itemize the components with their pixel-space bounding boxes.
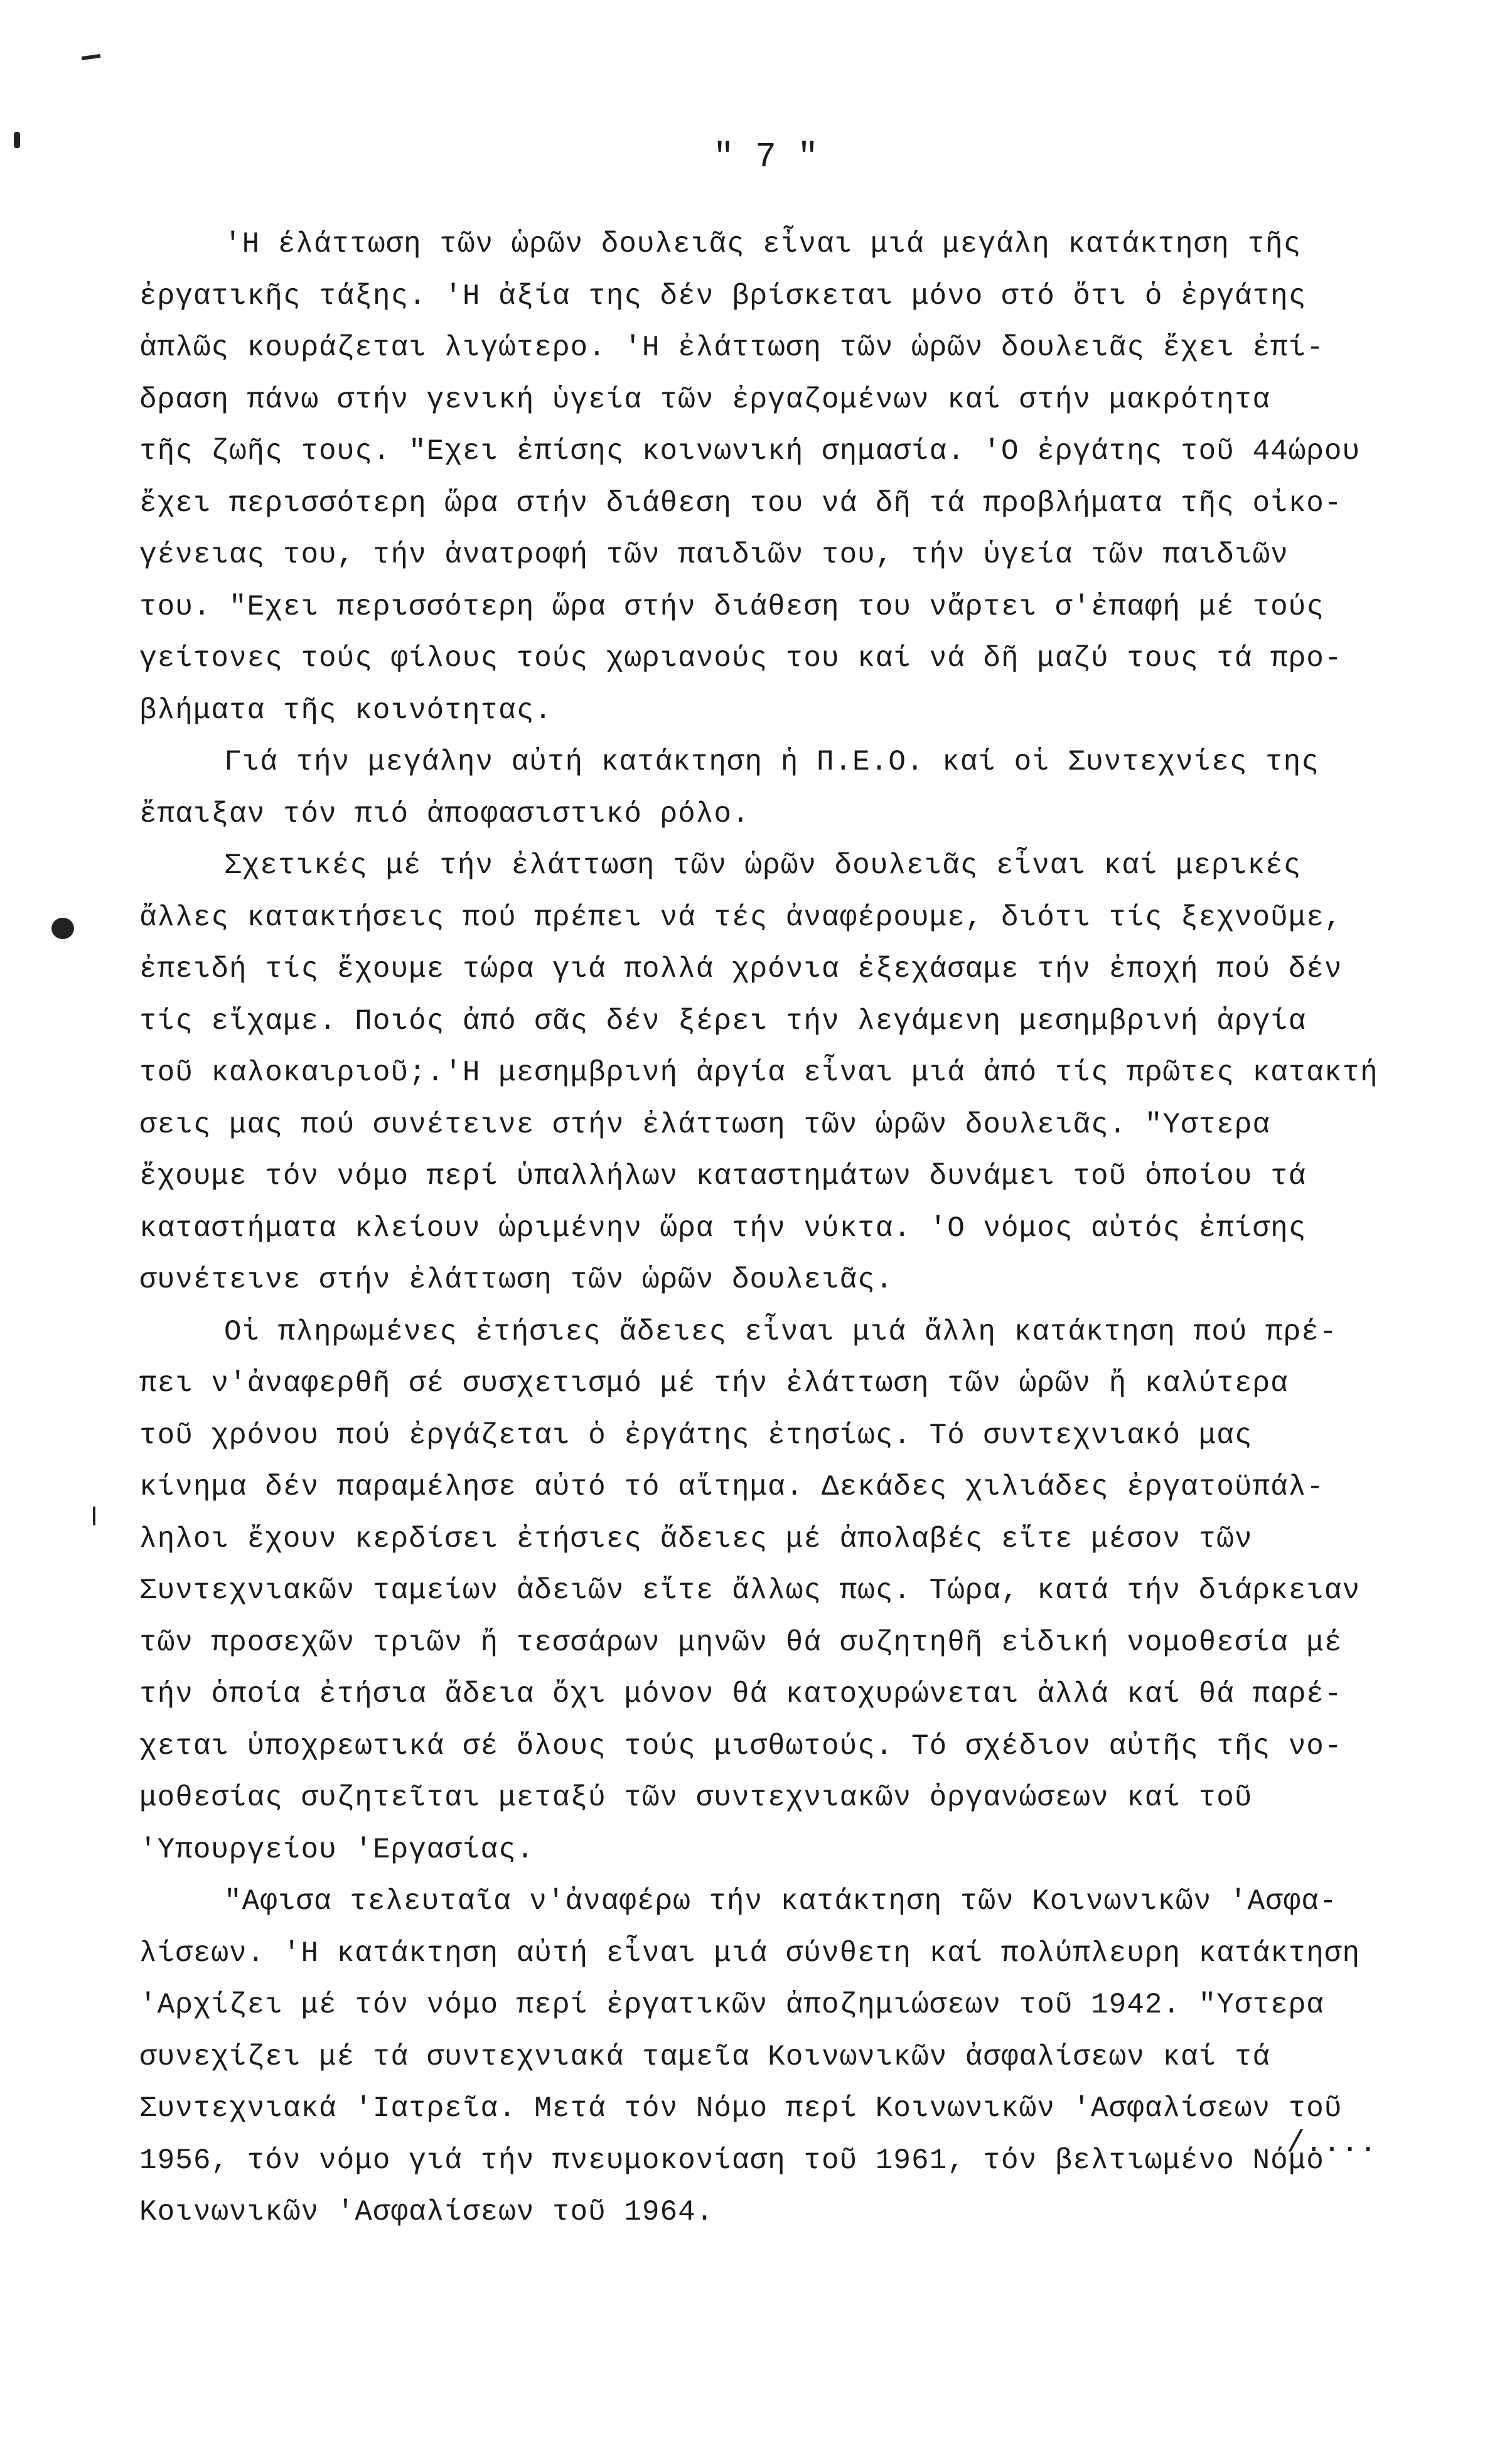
text-line: συνέτεινε στήν ἐλάττωση τῶν ὡρῶν δουλειᾶς. [139,1264,894,1296]
text-line: κίνημα δέν παραμέλησε αὐτό τό αἴτημα. Δεκάδες χιλιάδες ἐργατοϋπάλ- [139,1471,1324,1503]
text-line: τοῦ καλοκαιριοῦ;.'Η μεσημβρινή ἀργία εἶναι μιά ἀπό τίς πρῶτες κατακτή [139,1056,1378,1089]
text-line: πει ν'ἀναφερθῆ σέ συσχετισμό μέ τήν ἐλάττωση τῶν ὡρῶν ἤ καλύτερα [139,1367,1289,1400]
body-text [139,218,1464,2238]
text-line: λίσεων. 'Η κατάκτηση αὐτή εἶναι μιά σύνθετη καί πολύπλευρη κατάκτηση [139,1937,1361,1970]
text-line: 1956, τόν νόμο γιά τήν πνευμοκονίαση τοῦ 1961, τόν βελτιωμένο Νόμο [139,2144,1324,2177]
scan-speck [51,918,74,939]
page-number: " 7 " [712,137,819,177]
text-line: ἐργατικῆς τάξης. 'Η ἀξία της δέν βρίσκεται μόνο στό ὅτι ὁ ἐργάτης [139,279,1307,313]
text-line: μοθεσίας συζητεῖται μεταξύ τῶν συντεχνιακῶν ὀργανώσεων καί τοῦ [139,1781,1253,1814]
text-line: Οἱ πληρωμένες ἐτήσιες ἄδειες εἶναι μιά ἄλλη κατάκτηση πού πρέ- [224,1315,1338,1348]
text-line: του. "Εχει περισσότερη ὥρα στήν διάθεση του νἄρτει σ'ἐπαφή μέ τούς [139,590,1324,623]
text-line: Κοινωνικῶν 'Ασφαλίσεων τοῦ 1964. [139,2196,714,2228]
text-line: Συντεχνιακά 'Ιατρεῖα. Μετά τόν Νόμο περί Κοινωνικῶν 'Ασφαλίσεων τοῦ [139,2092,1343,2125]
text-line: γένειας του, τήν ἀνατροφή τῶν παιδιῶν του, τήν ὑγεία τῶν παιδιῶν [139,539,1289,571]
text-line: βλήματα τῆς κοινότητας. [139,694,552,727]
text-line: 'Αρχίζει μέ τόν νόμο περί ἐργατικῶν ἀποζημιώσεων τοῦ 1942. "Υστερα [139,1989,1324,2021]
text-line: ἐπειδή τίς ἔχουμε τώρα γιά πολλά χρόνια ἐξεχάσαμε τήν ἐποχή πού δέν [139,953,1343,986]
text-line: "Αφισα τελευταῖα ν'ἀναφέρω τήν κατάκτηση τῶν Κοινωνικῶν 'Ασφα- [224,1885,1338,1918]
text-line: σεις μας πού συνέτεινε στήν ἐλάττωση τῶν ὡρῶν δουλειᾶς. "Υστερα [139,1108,1271,1141]
text-line: καταστήματα κλείουν ὡριμένην ὥρα τήν νύκτα. 'Ο νόμος αὐτός ἐπίσης [139,1212,1307,1245]
text-line: 'Υπουργείου 'Εργασίας. [139,1833,535,1866]
text-line: γείτονες τούς φίλους τούς χωριανούς του καί νά δῆ μαζύ τους τά προ- [139,642,1343,675]
continuation-mark: /.... [1286,2127,1377,2161]
text-line: Σχετικές μέ τήν ἐλάττωση τῶν ὡρῶν δουλειᾶς εἶναι καί μερικές [224,849,1302,882]
text-line: ἄλλες κατακτήσεις πού πρέπει νά τές ἀναφέρουμε, διότι τίς ξεχνοῦμε, [139,901,1343,934]
text-line: Συντεχνιακῶν ταμείων ἀδειῶν εἴτε ἄλλως πως. Τώρα, κατά τήν διάρκειαν [139,1574,1361,1607]
text-line: ἁπλῶς κουράζεται λιγώτερο. 'Η ἐλάττωση τῶν ὡρῶν δουλειᾶς ἔχει ἐπί- [139,331,1324,364]
text-line: Γιά τήν μεγάλην αὐτή κατάκτηση ἡ Π.Ε.Ο. καί οἱ Συντεχνίες της [224,746,1319,778]
text-line: δραση πάνω στήν γενική ὑγεία τῶν ἐργαζομένων καί στήν μακρότητα [139,383,1271,416]
text-line: τοῦ χρόνου πού ἐργάζεται ὁ ἐργάτης ἐτησίως. Τό συντεχνιακό μας [139,1419,1253,1452]
text-line: χεται ὑποχρεωτικά σέ ὅλους τούς μισθωτούς. Τό σχέδιον αὐτῆς τῆς νο- [139,1729,1343,1763]
text-line: τίς εἴχαμε. Ποιός ἀπό σᾶς δέν ξέρει τήν λεγάμενη μεσημβρινή ἀργία [139,1004,1307,1038]
text-line: τήν ὁποία ἐτήσια ἄδεια ὄχι μόνον θά κατοχυρώνεται ἀλλά καί θά παρέ- [139,1678,1343,1711]
text-line: ἔχουμε τόν νόμο περί ὑπαλλήλων καταστημάτων δυνάμει τοῦ ὁποίου τά [139,1160,1307,1193]
text-line: ληλοι ἔχουν κερδίσει ἐτήσιες ἄδειες μέ ἀπολαβές εἴτε μέσον τῶν [139,1522,1253,1556]
text-line: τῆς ζωῆς τους. "Εχει ἐπίσης κοινωνική σημασία. 'Ο ἐργάτης τοῦ 44ώρου [139,435,1361,468]
scan-speck [82,54,101,60]
text-line: ἔπαιξαν τόν πιό ἀποφασιστικό ρόλο. [139,797,750,830]
scan-speck [93,1507,95,1525]
text-line: συνεχίζει μέ τά συντεχνιακά ταμεῖα Κοινωνικῶν ἀσφαλίσεων καί τά [139,2040,1271,2073]
text-line: τῶν προσεχῶν τριῶν ἤ τεσσάρων μηνῶν θά συζητηθῆ εἰδική νομοθεσία μέ [139,1626,1343,1659]
text-line: ἔχει περισσότερη ὥρα στήν διάθεση του νά δῆ τά προβλήματα τῆς οἰκο- [139,486,1343,520]
scan-speck [14,132,20,148]
text-line: 'Η έλάττωση τῶν ὡρῶν δουλειᾶς εἶναι μιά μεγάλη κατάκτηση τῆς [224,228,1302,261]
